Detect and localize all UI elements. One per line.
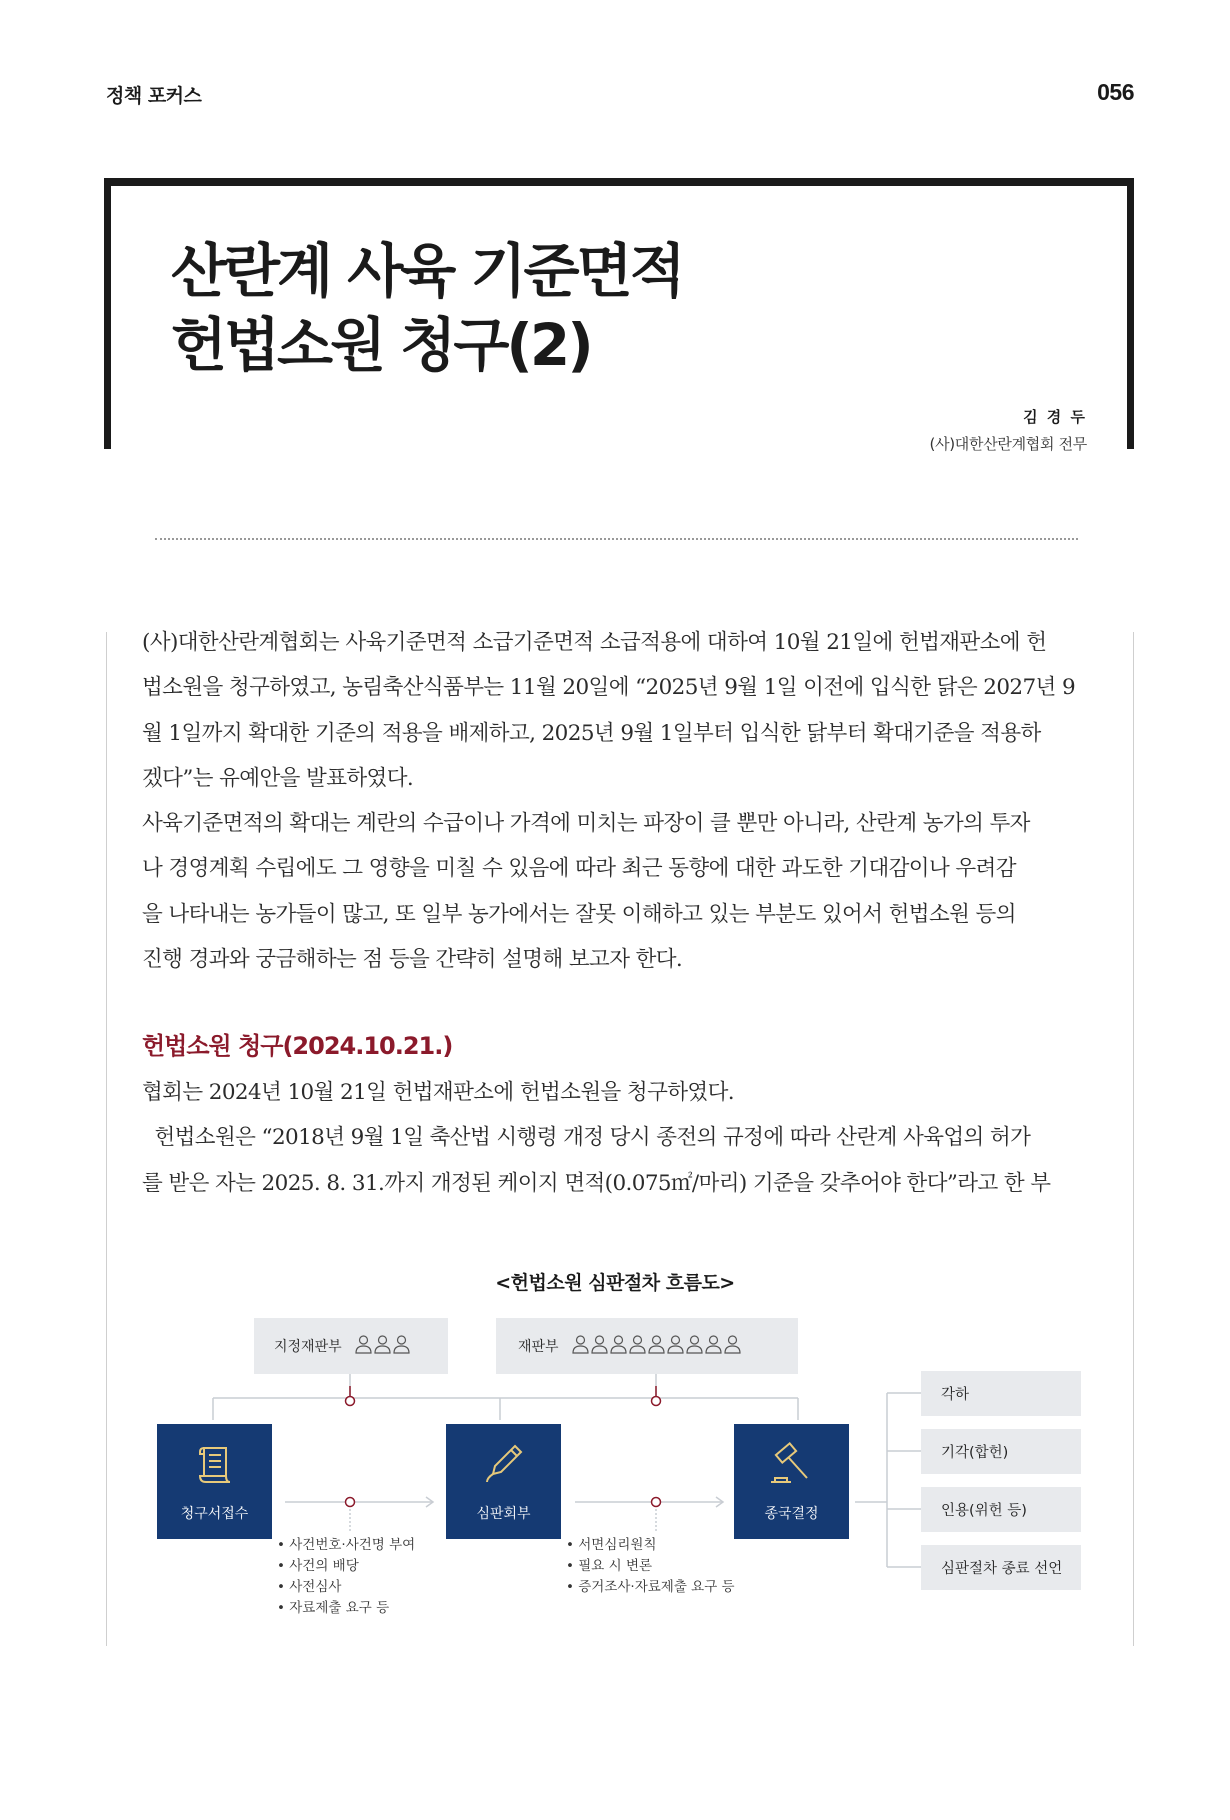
node-label: 심판회부 <box>476 1506 531 1522</box>
designated-panel-box <box>254 1318 448 1374</box>
person-icon <box>373 1332 392 1360</box>
paragraph-line: 를 받은 자는 2025. 8. 31.까지 개정된 케이지 면적(0.075㎡/마리) 기준을 갖추어야 한다”라고 한 부 <box>142 1170 1051 1196</box>
designated-panel-label: 지정재판부 <box>274 1339 342 1355</box>
paragraph-line: 사육기준면적의 확대는 계란의 수급이나 가격에 미치는 파장이 클 뿐만 아니라, 산란계 농가의 투자 <box>142 811 1030 836</box>
person-icon <box>392 1332 411 1360</box>
bullet-item: • 증거조사·자료제출 요구 등 <box>566 1577 735 1598</box>
person-icon <box>628 1332 647 1360</box>
pen-icon <box>446 1438 561 1488</box>
author-name: 김 경 두 <box>1023 408 1087 426</box>
judges-icon-group <box>354 1332 411 1360</box>
paragraph-line: 헌법소원은 “2018년 9월 1일 축산법 시행령 개정 당시 종전의 규정에 따라 산란계 사육업의 허가 <box>142 1125 1031 1151</box>
node-label: 종국결정 <box>764 1506 819 1522</box>
person-icon <box>685 1332 704 1360</box>
bullet-item: • 사전심사 <box>277 1577 415 1598</box>
full-bench-box <box>496 1318 798 1374</box>
paragraph-line: 나 경영계획 수립에도 그 영향을 미칠 수 있음에 따라 최근 동향에 대한 과도한 기대감이나 우려감 <box>142 856 1016 882</box>
paragraph-line: 을 나타내는 농가들이 많고, 또 일부 농가에서는 잘못 이해하고 있는 부분도 있어서 헌법소원 등의 <box>142 901 1016 927</box>
bullet-item: • 사건의 배당 <box>277 1556 415 1577</box>
node-referral <box>446 1424 561 1539</box>
paragraph-line: 법소원을 청구하였고, 농림축산식품부는 11월 20일에 “2025년 9월 1일 이전에 입식한 닭은 2027년 9 <box>142 675 1076 701</box>
person-icon <box>354 1332 373 1360</box>
node-final-decision <box>734 1424 849 1539</box>
result-termination: 심판절차 종료 선언 <box>921 1545 1081 1590</box>
node-label: 청구서접수 <box>180 1506 249 1522</box>
bullet-item: • 필요 시 변론 <box>566 1556 735 1577</box>
article-title-line-2: 헌법소원 청구(2) <box>171 311 591 379</box>
section-label: 정책 포커스 <box>106 85 202 107</box>
person-icon <box>723 1332 742 1360</box>
result-upheld: 인용(위헌 등) <box>921 1487 1081 1532</box>
flowchart-title: <헌법소원 심판절차 흐름도> <box>495 1272 735 1294</box>
gavel-icon <box>734 1438 849 1488</box>
paragraph-line: 월 1일까지 확대한 기준의 적용을 배제하고, 2025년 9월 1일부터 입식한 닭부터 확대기준을 적용하 <box>142 720 1041 746</box>
person-icon <box>609 1332 628 1360</box>
author-affiliation: (사)대한산란계협회 전무 <box>929 435 1087 453</box>
justices-icon-group <box>571 1332 742 1360</box>
section-heading: 헌법소원 청구(2024.10.21.) <box>142 1032 453 1060</box>
paragraph-line: 진행 경과와 궁금해하는 점 등을 간략히 설명해 보고자 한다. <box>142 946 683 972</box>
bullet-item: • 자료제출 요구 등 <box>277 1598 415 1619</box>
person-icon <box>590 1332 609 1360</box>
paragraph-line: 협회는 2024년 10월 21일 헌법재판소에 헌법소원을 청구하였다. <box>142 1080 734 1105</box>
step2-bullets <box>566 1535 735 1598</box>
person-icon <box>666 1332 685 1360</box>
article-title-line-1: 산란계 사육 기준면적 <box>171 237 683 305</box>
bullet-item: • 사건번호·사건명 부여 <box>277 1535 415 1556</box>
scroll-icon <box>157 1438 272 1488</box>
result-rejection: 기각(합헌) <box>921 1429 1081 1474</box>
person-icon <box>647 1332 666 1360</box>
result-dismissal: 각하 <box>921 1371 1081 1416</box>
page-number: 056 <box>1097 79 1134 105</box>
paragraph-line: (사)대한산란계협회는 사육기준면적 소급기준면적 소급적용에 대하여 10월 21일에 헌법재판소에 헌 <box>142 630 1047 655</box>
person-icon <box>571 1332 590 1360</box>
full-bench-label: 재판부 <box>518 1339 559 1355</box>
node-petition-received <box>157 1424 272 1539</box>
paragraph-line: 겠다”는 유예안을 발표하였다. <box>142 765 414 791</box>
person-icon <box>704 1332 723 1360</box>
step1-bullets <box>277 1535 415 1619</box>
bullet-item: • 서면심리원칙 <box>566 1535 735 1556</box>
